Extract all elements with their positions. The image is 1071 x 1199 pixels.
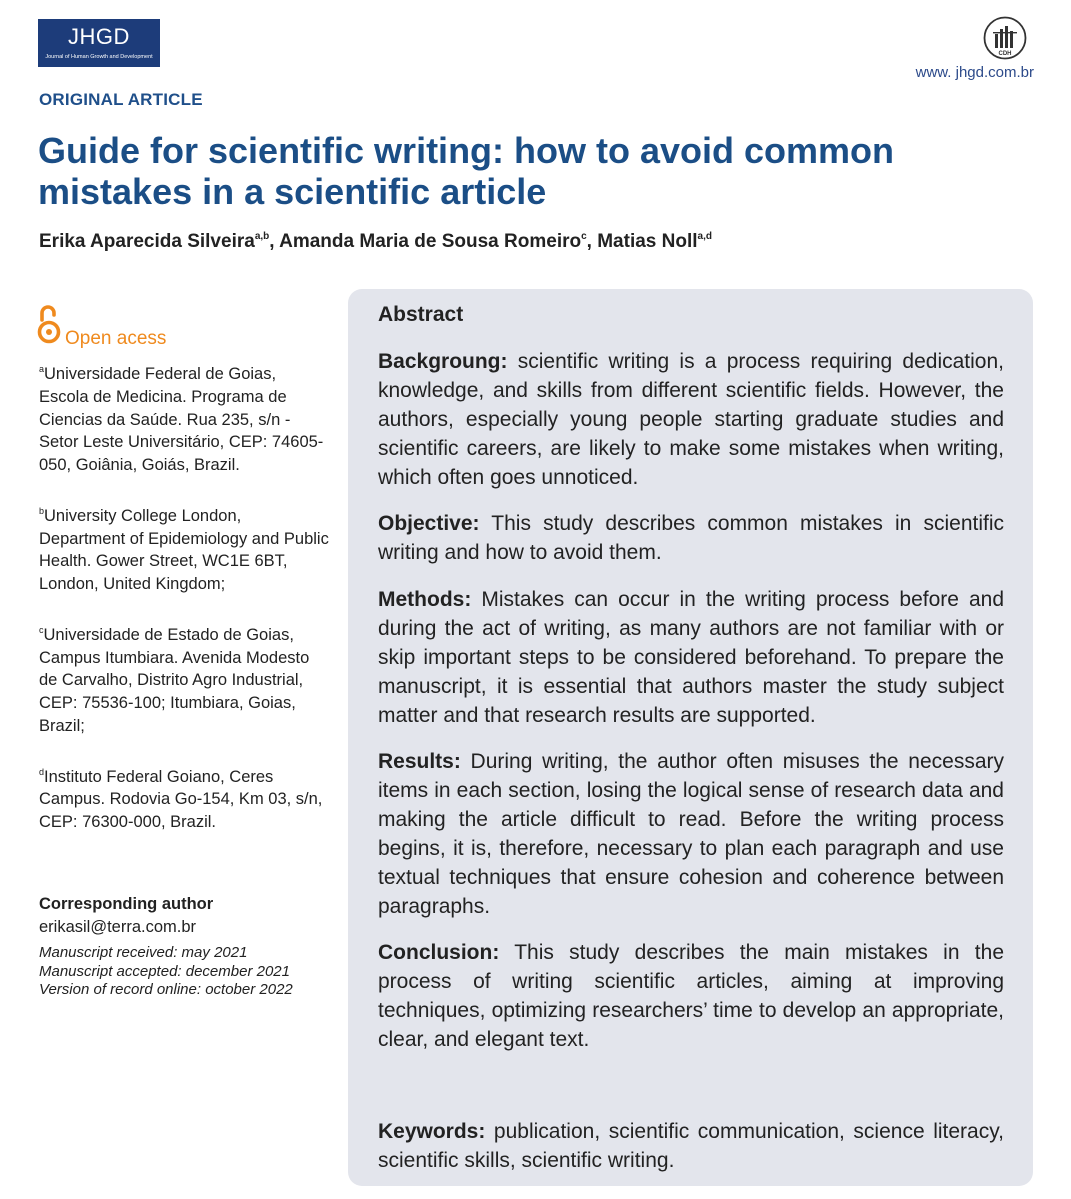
journal-logo-abbrev: JHGD [68,24,130,49]
abstract-results [378,747,1004,921]
affiliation-text: University College London, Department of Epidemiology and Public Health. Gower Street, WC1E 6BT, London, United Kingdom; [39,506,329,594]
author-affil-sup: a,b [254,231,270,242]
abstract-section-label: Backgroung: [378,350,508,373]
affiliation-sup: c [39,624,44,635]
journal-url-link[interactable]: www. jhgd.com.br [915,64,1034,81]
abstract-section-text: scientific writing is a process requiring dedication, knowledge, and skills from different scientific fields. However, the authors, especially young people starting graduate studies and scientific careers, are likely to make some mistakes when writing, which often goes unnoticed. [378,350,1004,489]
affiliation-item [39,761,329,834]
author-list [39,231,712,253]
abstract-section-label: Objective: [378,512,480,535]
corresponding-author-heading: Corresponding author [39,895,214,913]
affiliations-list [39,358,329,857]
author-name: Erika Aparecida Silveira [39,231,255,252]
affiliation-text: Universidade Federal de Goias, Escola de Medicina. Programa de Ciencias da Saúde. Rua 235, s/n - Setor Leste Universitário, CEP: 74605-050, Goiânia, Goiás, Brazil. [39,365,324,475]
open-access-icon [36,304,62,344]
author-name: Amanda Maria de Sousa Romeiro [279,231,582,252]
abstract-section-text: This study describes the main mistakes in the process of writing scientific articles, aiming at improving techniques, optimizing researchers’ time to develop an appropriate, clear, and elegant text. [378,941,1004,1051]
manuscript-dates [39,944,293,1000]
date-accepted: Manuscript accepted: december 2021 [39,962,290,980]
affiliation-item [39,500,329,596]
abstract-section-label: Results: [378,750,461,773]
abstract-background [378,347,1004,492]
abstract-objective [378,509,1004,567]
affiliation-text: Instituto Federal Goiano, Ceres Campus. Rodovia Go-154, Km 03, s/n, CEP: 76300-000, Brazil. [39,767,323,832]
affiliation-item [39,619,329,738]
cdh-logo-icon [983,16,1027,60]
affiliation-text: Universidade de Estado de Goias, Campus Itumbiara. Avenida Modesto de Carvalho, Distrito Agro Industrial, CEP: 75536-100; Itumbiara, Goias, Brazil; [39,625,310,735]
author-name: Matias Noll [597,231,698,252]
affiliation-sup: d [39,766,45,777]
journal-logo-fullname: Journal of Human Growth and Development [45,54,153,60]
affiliation-item [39,358,329,477]
journal-logo[interactable] [38,19,160,67]
abstract-section-text: publication, scientific communication, science literacy, scientific skills, scientific writing. [378,1120,1004,1172]
corresponding-author-email-link[interactable]: erikasil@terra.com.br [39,918,197,936]
open-access-label: Open acess [65,328,167,349]
author-affil-sup: a,d [697,231,712,242]
cdh-logo-text: CDH [998,51,1012,57]
abstract-panel [348,289,1033,1186]
abstract-heading: Abstract [378,303,464,326]
abstract-section-text: This study describes common mistakes in scientific writing and how to avoid them. [378,512,1004,564]
date-published: Version of record online: october 2022 [39,981,293,998]
author-affil-sup: c [581,231,587,242]
author-separator: , [586,231,598,252]
abstract-methods [378,585,1004,730]
abstract-section-label: Methods: [378,588,472,611]
date-received: Manuscript received: may 2021 [39,944,248,961]
abstract-section-label: Conclusion: [378,941,500,964]
abstract-keywords [378,1117,1004,1175]
article-title: Guide for scientific writing: how to avoid common mistakes in a scientific article [38,130,895,212]
author-separator: , [269,231,280,252]
abstract-section-text: Mistakes can occur in the writing process before and during the act of writing, as many authors are not familiar with or skip important steps to be considered beforehand. To prepare the manuscript, it is essential that authors master the study subject matter and that research results are supported. [378,588,1004,727]
abstract-conclusion [378,938,1004,1054]
article-type-label: ORIGINAL ARTICLE [39,90,203,109]
affiliation-sup: b [39,505,45,516]
abstract-section-label: Keywords: [378,1120,486,1143]
abstract-section-text: During writing, the author often misuses the necessary items in each section, losing the logical sense of research data and making the article difficult to read. Before the writing process begins, it is, therefore, necessary to plan each paragraph and use textual techniques that ensure cohesion and coherence between paragraphs. [378,750,1004,918]
affiliation-sup: a [39,364,45,374]
